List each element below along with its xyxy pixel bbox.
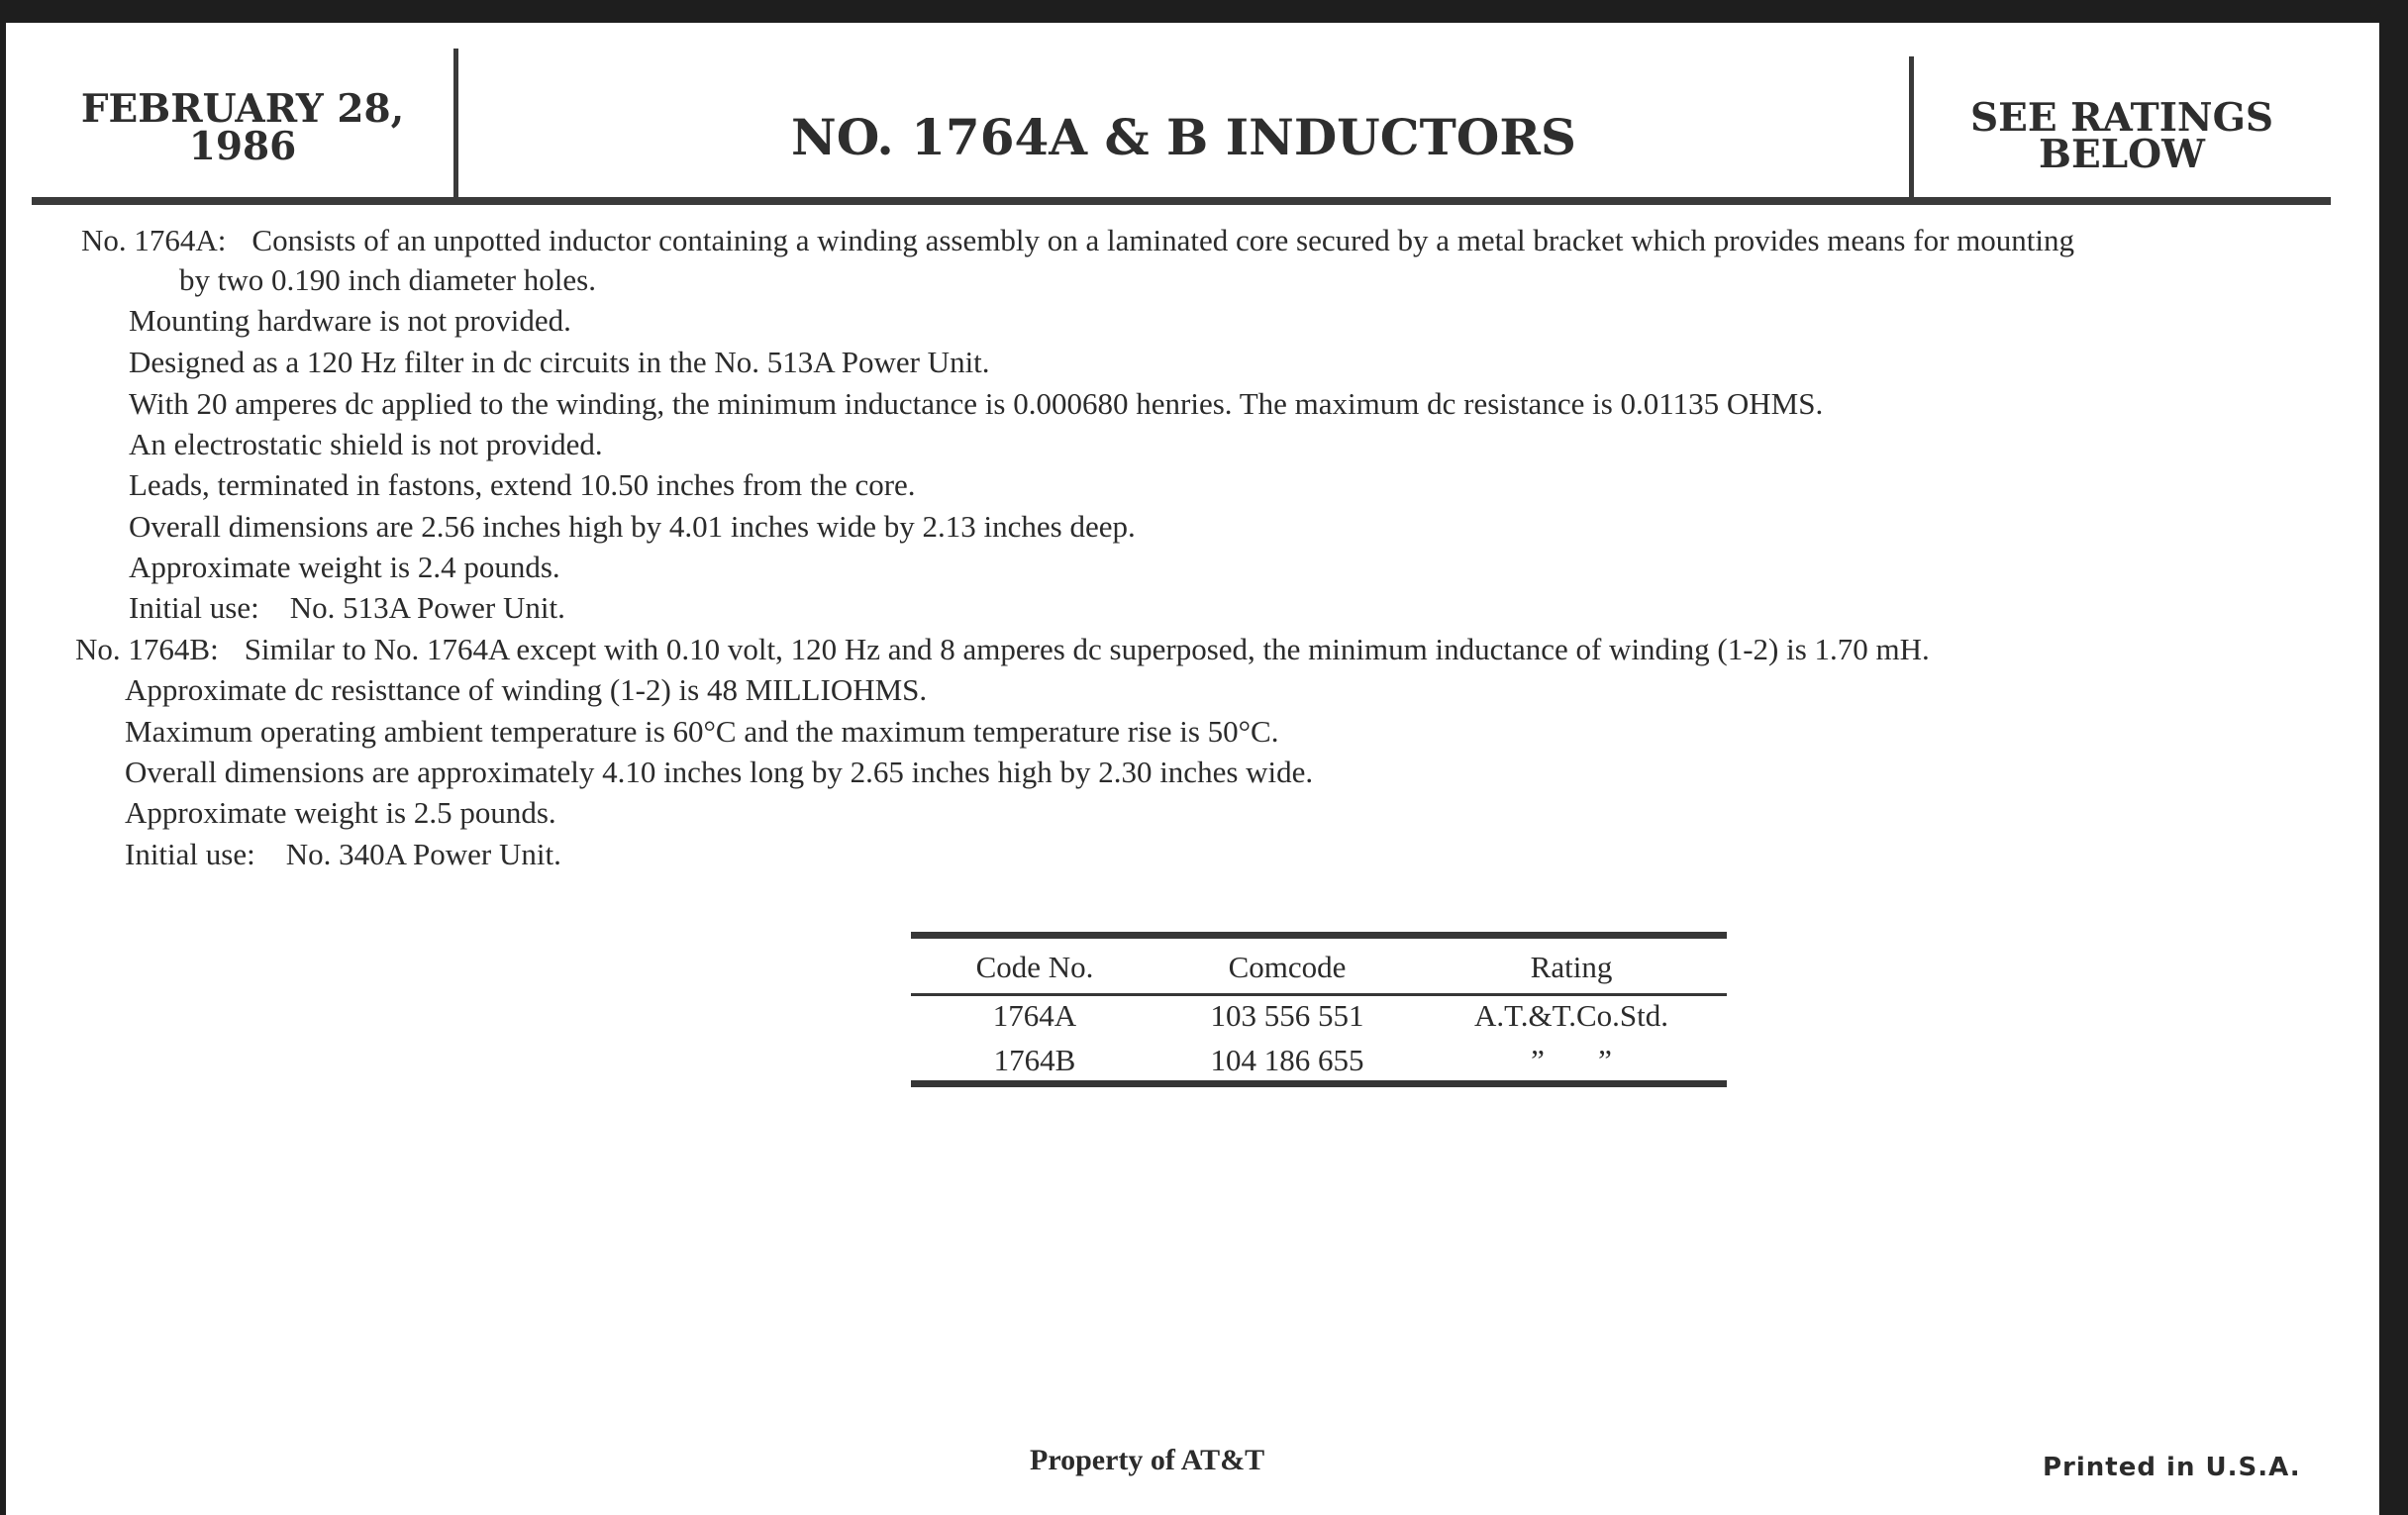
table-rule-bottom: [911, 1080, 1727, 1087]
footer-property: Property of AT&T: [1030, 1444, 1265, 1476]
table-cell-comcode: 103 556 551: [1210, 998, 1364, 1033]
section-first-line: [75, 632, 1930, 667]
section-line: Leads, terminated in fastons, extend 10.50 inches from the core.: [129, 467, 916, 502]
ratings-note-line1: SEE RATINGS: [1969, 95, 2274, 141]
section-line: Maximum operating ambient temperature is 60°C and the maximum temperature rise is 50°C.: [125, 714, 1279, 749]
section-line: Overall dimensions are approximately 4.10 inches long by 2.65 inches high by 2.30 inches wide.: [125, 755, 1314, 789]
section-text: Similar to No. 1764A except with 0.10 volt, 120 Hz and 8 amperes dc superposed, the minimum inductance of winding (1-2) is 1.70 mH.: [244, 632, 1930, 666]
ratings-note: [1914, 95, 2330, 177]
section-line: An electrostatic shield is not provided.: [129, 427, 603, 461]
table-cell-rating: A.T.&T.Co.Std.: [1473, 998, 1669, 1033]
section-line: Approximate weight is 2.5 pounds.: [125, 795, 556, 830]
section-first-line: [81, 223, 2074, 258]
footer-printed: Printed in U.S.A.: [2043, 1453, 2301, 1482]
section-line: Initial use: No. 513A Power Unit.: [129, 590, 565, 625]
section-text: Consists of an unpotted inductor containing a winding assembly on a laminated core secured by a metal bracket which provides means for mounting: [251, 223, 2074, 257]
issue-date-line1: FEBRUARY 28,: [80, 86, 405, 132]
section-label: No. 1764A:: [81, 223, 227, 257]
section-line: by two 0.190 inch diameter holes.: [179, 262, 596, 297]
header-rule: [32, 197, 2331, 205]
ratings-note-line2: BELOW: [2039, 132, 2205, 177]
table-header-code: Code No.: [975, 950, 1094, 984]
table-rule-header: [911, 993, 1727, 996]
section-line: Mounting hardware is not provided.: [129, 303, 571, 338]
issue-date-line2: 1986: [188, 124, 297, 169]
section-line: Designed as a 120 Hz filter in dc circuits in the No. 513A Power Unit.: [129, 345, 990, 379]
section-line: Approximate dc resisttance of winding (1-2) is 48 MILLIOHMS.: [125, 672, 928, 707]
section-line: Initial use: No. 340A Power Unit.: [125, 837, 561, 871]
section-line: Overall dimensions are 2.56 inches high by 4.01 inches wide by 2.13 inches deep.: [129, 509, 1136, 544]
section-line: With 20 amperes dc applied to the winding, the minimum inductance is 0.000680 henries. The maximum dc resistance is 0.01135 OHMS.: [129, 386, 1824, 421]
table-cell-code: 1764A: [992, 998, 1077, 1033]
document-page: [6, 23, 2379, 1515]
table-cell-comcode: 104 186 655: [1210, 1043, 1364, 1077]
issue-date: [32, 86, 453, 169]
table-cell-rating: ” ”: [1531, 1043, 1612, 1077]
section-label: No. 1764B:: [75, 632, 219, 666]
document-title: NO. 1764A & B INDUCTORS: [791, 108, 1576, 166]
table-rule-top: [911, 932, 1727, 939]
table-cell-code: 1764B: [993, 1043, 1076, 1077]
table-header-rating: Rating: [1530, 950, 1613, 984]
section-line: Approximate weight is 2.4 pounds.: [129, 550, 560, 584]
table-header-comcode: Comcode: [1228, 950, 1347, 984]
